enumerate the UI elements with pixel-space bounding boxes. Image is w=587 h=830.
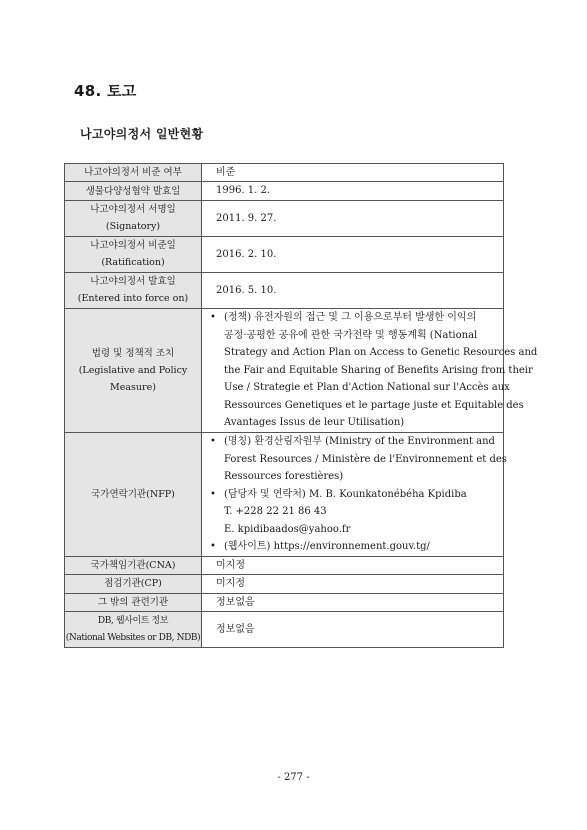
table-row (65, 612, 504, 648)
row-label (65, 236, 202, 272)
text-line: • (명칭) 환경산림자원부 (Ministry of the Environment and (224, 436, 495, 448)
table-row (65, 164, 504, 182)
section-title: 48. 토고 (74, 82, 137, 100)
table-row (65, 236, 504, 272)
text-line: Avantages Issus de leur Utilisation) (224, 417, 405, 429)
text-line: Strategy and Action Plan on Access to Genetic Resources and (224, 347, 538, 359)
label-line: (Signatory) (105, 221, 161, 233)
row-label: 국가연락기관(NFP) (65, 432, 202, 556)
row-label: 생물다양성협약 발효일 (65, 182, 202, 200)
row-label: 국가책임기관(CNA) (65, 556, 202, 574)
row-value: 미지정 (202, 575, 504, 593)
row-label (65, 200, 202, 236)
label-line: 법령 및 정책적 조치 (91, 347, 175, 359)
label-line: Measure) (110, 381, 156, 393)
label-line: (National Websites or DB, NDB) (65, 632, 201, 643)
text-line: • (정책) 유전자원의 접근 및 그 이용으로부터 발생한 이익의 (224, 312, 477, 324)
text-line: Forest Resources / Ministère de l'Environnement et des (224, 453, 507, 465)
label-line: (Legislative and Policy (78, 364, 188, 376)
row-label (65, 308, 202, 432)
row-value (202, 432, 507, 556)
list-item (202, 433, 507, 486)
table-row (65, 308, 504, 432)
row-value: 미지정 (202, 556, 504, 574)
label-line: 나고야의정서 비준일 (90, 240, 176, 252)
text-line: • (담당자 및 연락처) M. B. Kounkatonébéha Kpidiba (224, 488, 467, 500)
text-line: the Fair and Equitable Sharing of Benefits Arising from their (224, 364, 533, 376)
table-row (65, 593, 504, 611)
row-value: 1996. 1. 2. (202, 182, 504, 200)
row-value: 비준 (202, 164, 504, 182)
text-line: 공정·공평한 공유에 관한 국가전략 및 행동계획 (National (224, 329, 478, 341)
text-line: T. +228 22 21 86 43 (224, 506, 327, 518)
row-value: 정보없음 (202, 593, 504, 611)
list-item (202, 538, 500, 556)
text-line: Use / Strategie et Plan d'Action National sur l'Accès aux (224, 382, 510, 394)
table-row (65, 272, 504, 308)
table-row (65, 432, 504, 556)
row-label: 점검기관(CP) (65, 575, 202, 593)
page-number: - 277 - (277, 772, 310, 783)
label-line: 나고야의정서 서명일 (90, 204, 176, 216)
table-row (65, 556, 504, 574)
list-item (202, 309, 538, 432)
row-label: 나고야의정서 비준 여부 (65, 164, 202, 182)
table-row (65, 200, 504, 236)
list-item (202, 486, 500, 539)
subtitle: 나고야의정서 일반현황 (80, 127, 204, 141)
label-line: (Ratification) (101, 257, 165, 269)
text-line: E. kpidibaados@yahoo.fr (224, 523, 351, 535)
website-link[interactable]: • (웹사이트) https://environnement.gouv.tg/ (224, 541, 430, 553)
row-value: 2016. 5. 10. (202, 272, 504, 308)
label-line: (Entered into force on) (77, 293, 189, 305)
label-line: 나고야의정서 발효일 (90, 276, 176, 288)
general-status-table (64, 163, 538, 648)
row-value: 정보없음 (202, 612, 504, 648)
row-label (65, 612, 202, 648)
table-row (65, 575, 504, 593)
row-label (65, 272, 202, 308)
text-line: Ressources forestières) (224, 471, 344, 483)
row-label: 그 밖의 관련기관 (65, 593, 202, 611)
label-line: DB, 웹사이트 정보 (97, 615, 169, 626)
text-line: Ressources Genetiques et le partage juste et Equitable des (224, 399, 524, 411)
table-row (65, 182, 504, 200)
row-value: 2016. 2. 10. (202, 236, 504, 272)
row-value: 2011. 9. 27. (202, 200, 504, 236)
row-value (202, 308, 538, 432)
